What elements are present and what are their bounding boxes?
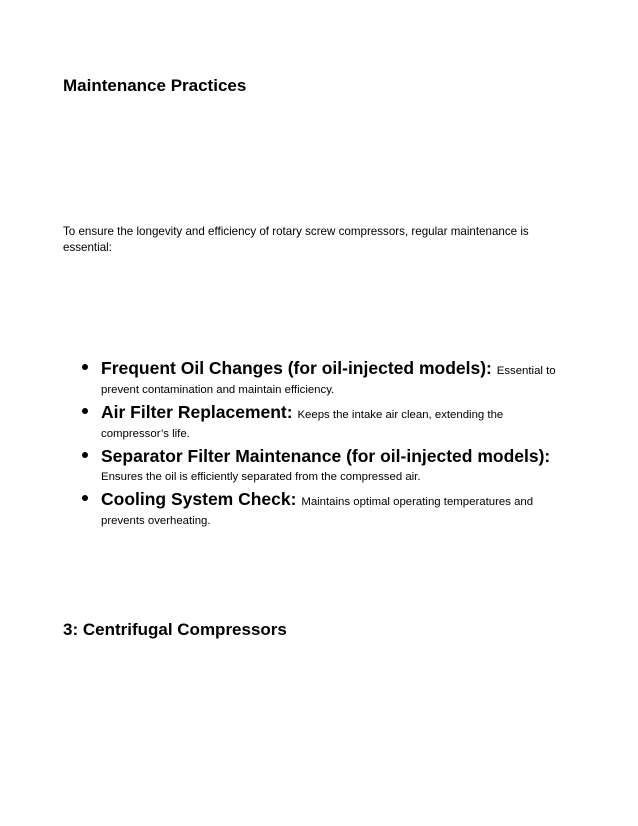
list-item <box>63 445 563 486</box>
list-item <box>63 488 563 530</box>
bullet-description: Ensures the oil is efficiently separated from the compressed air. <box>101 471 421 483</box>
list-item <box>63 357 563 399</box>
section-heading-maintenance: Maintenance Practices <box>63 76 247 95</box>
bullet-description: Keeps the intake air clean, extending the compressor’s life. <box>101 409 504 440</box>
bullet-icon <box>82 452 88 458</box>
bullet-title: Air Filter Replacement: <box>101 402 298 422</box>
maintenance-list <box>63 357 563 532</box>
bullet-icon <box>82 408 88 414</box>
list-item <box>63 401 563 443</box>
bullet-description: Maintains optimal operating temperatures and prevents overheating. <box>101 496 534 527</box>
bullet-icon <box>82 495 88 501</box>
bullet-description: Essential to prevent contamination and maintain efficiency. <box>101 365 556 396</box>
bullet-title: Separator Filter Maintenance (for oil-injected models): <box>101 446 551 466</box>
bullet-icon <box>82 364 88 370</box>
bullet-title: Cooling System Check: <box>101 489 302 509</box>
intro-paragraph: To ensure the longevity and efficiency of rotary screw compressors, regular maintenance is essential: <box>63 225 529 254</box>
section-heading-centrifugal: 3: Centrifugal Compressors <box>63 620 287 639</box>
bullet-title: Frequent Oil Changes (for oil-injected models): <box>101 358 497 378</box>
